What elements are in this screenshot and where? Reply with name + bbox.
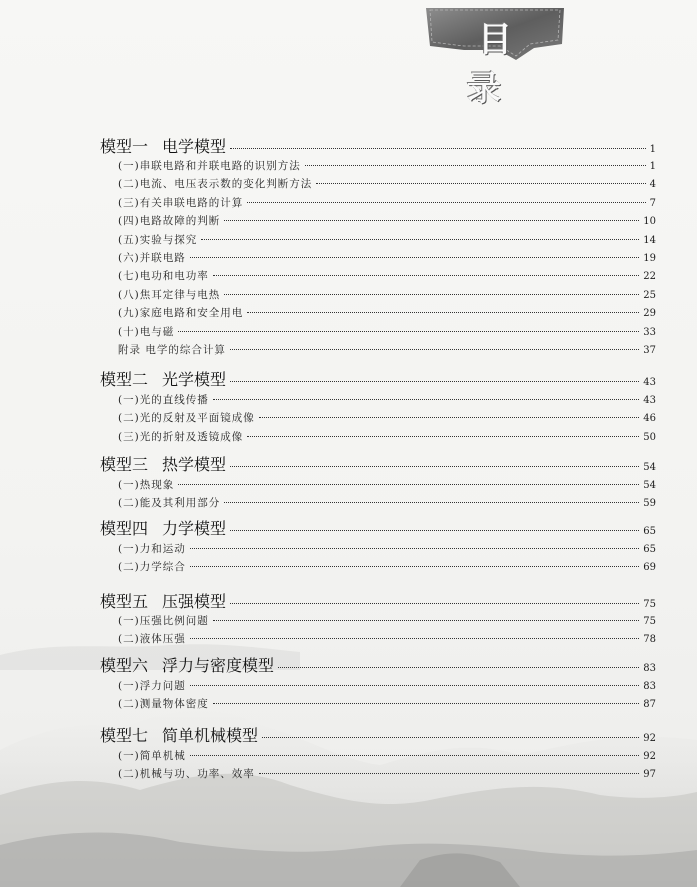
section-title: (二)机械与功、功率、效率 xyxy=(118,768,255,781)
page-number: 19 xyxy=(643,253,656,264)
page-number: 75 xyxy=(643,599,656,610)
section-title: (一)光的直线传播 xyxy=(118,394,209,406)
dot-leader xyxy=(259,773,640,774)
toc-section-row[interactable] xyxy=(118,613,656,629)
dot-leader xyxy=(190,638,640,639)
chapter-number: 模型七 xyxy=(100,726,149,745)
section-title: (一)热现象 xyxy=(118,479,175,491)
dot-leader xyxy=(190,685,640,686)
toc-section-row[interactable] xyxy=(118,324,656,340)
toc-section-row[interactable] xyxy=(118,541,656,557)
toc-section-row[interactable] xyxy=(118,559,656,575)
page-number: 75 xyxy=(643,616,656,627)
toc-chapter-row[interactable] xyxy=(100,516,656,538)
page-number: 14 xyxy=(643,234,656,246)
dot-leader xyxy=(178,331,639,332)
chapter-number: 模型二 xyxy=(100,370,149,389)
toc-section-row[interactable] xyxy=(118,392,656,408)
dot-leader xyxy=(213,620,640,621)
toc-chapter-row[interactable] xyxy=(100,653,656,675)
dot-leader xyxy=(230,148,646,149)
toc-section-row[interactable] xyxy=(118,176,656,192)
toc-section-row[interactable] xyxy=(118,195,656,211)
section-title: (一)浮力问题 xyxy=(118,680,186,692)
section-title: (二)光的反射及平面镜成像 xyxy=(118,412,255,425)
dot-leader xyxy=(224,294,639,295)
toc-section-row[interactable] xyxy=(118,158,656,174)
page-number: 59 xyxy=(643,498,656,510)
toc-section-row[interactable] xyxy=(118,631,656,647)
section-title: (六)并联电路 xyxy=(118,252,186,264)
toc-chapter-row[interactable] xyxy=(100,589,656,611)
page-number: 4 xyxy=(649,179,656,191)
dot-leader xyxy=(190,257,640,258)
section-title: (七)电功和电功率 xyxy=(118,270,209,283)
section-title: (五)实验与探究 xyxy=(118,233,198,246)
page-number: 37 xyxy=(643,345,656,356)
page-number: 87 xyxy=(643,699,656,711)
chapter-title: 电学模型 xyxy=(162,137,227,156)
toc-section-row[interactable] xyxy=(118,213,656,229)
dot-leader xyxy=(178,484,639,485)
page-number: 83 xyxy=(643,663,656,674)
chapter-label xyxy=(100,516,226,539)
page-number: 1 xyxy=(649,144,656,155)
section-title: (一)串联电路和并联电路的识别方法 xyxy=(118,160,301,172)
dot-leader xyxy=(230,381,639,382)
page-number: 29 xyxy=(643,308,656,320)
dot-leader xyxy=(213,703,640,704)
chapter-number: 模型四 xyxy=(100,519,149,538)
toc-section-row[interactable] xyxy=(118,410,656,426)
chapter-number: 模型六 xyxy=(100,656,149,675)
toc-section-row[interactable] xyxy=(118,748,656,764)
chapter-title: 简单机械模型 xyxy=(162,726,259,745)
section-title: (三)光的折射及透镜成像 xyxy=(118,430,244,443)
page-number: 25 xyxy=(643,289,656,301)
page-number: 54 xyxy=(643,480,656,491)
toc-section-row[interactable] xyxy=(118,287,656,303)
chapter-label xyxy=(100,589,226,612)
dot-leader xyxy=(316,183,645,184)
section-title: (二)力学综合 xyxy=(118,561,186,574)
page-number: 43 xyxy=(643,395,656,406)
chapter-number: 模型五 xyxy=(100,592,149,611)
toc-section-row[interactable] xyxy=(118,268,656,284)
section-title: (一)简单机械 xyxy=(118,750,186,762)
section-title: (一)力和运动 xyxy=(118,543,186,555)
dot-leader xyxy=(230,530,639,531)
dot-leader xyxy=(213,399,640,400)
toc-section-row[interactable] xyxy=(118,232,656,248)
chapter-title: 光学模型 xyxy=(162,370,227,389)
chapter-label xyxy=(100,134,226,157)
dot-leader xyxy=(230,349,639,350)
page-number: 65 xyxy=(643,526,656,537)
dot-leader xyxy=(190,755,640,756)
dot-leader xyxy=(247,436,639,437)
toc-section-row[interactable] xyxy=(118,766,656,782)
section-title: (二)能及其利用部分 xyxy=(118,497,221,510)
toc-section-row[interactable] xyxy=(118,342,656,358)
dot-leader xyxy=(190,548,640,549)
page-number: 92 xyxy=(643,733,656,744)
dot-leader xyxy=(190,566,640,567)
chapter-label xyxy=(100,367,226,390)
page-title: 目 录 xyxy=(467,20,534,109)
page-number: 78 xyxy=(643,634,656,646)
chapter-title: 压强模型 xyxy=(162,592,227,611)
section-title: (一)压强比例问题 xyxy=(118,615,209,627)
page-number: 54 xyxy=(643,462,656,473)
page-number: 92 xyxy=(643,751,656,762)
section-title: (二)液体压强 xyxy=(118,633,186,646)
toc-section-row[interactable] xyxy=(118,477,656,493)
dot-leader xyxy=(247,312,639,313)
chapter-number: 模型三 xyxy=(100,455,149,474)
toc-chapter-row[interactable] xyxy=(100,723,656,745)
page-number: 83 xyxy=(643,681,656,692)
chapter-title: 力学模型 xyxy=(162,519,227,538)
page-number: 65 xyxy=(643,544,656,555)
dot-leader xyxy=(259,417,640,418)
section-title: (三)有关串联电路的计算 xyxy=(118,196,244,209)
section-title: (二)测量物体密度 xyxy=(118,698,209,711)
page-number: 69 xyxy=(643,562,656,574)
page-number: 50 xyxy=(643,431,656,443)
dot-leader xyxy=(201,239,639,240)
toc-section-row[interactable] xyxy=(118,305,656,321)
chapter-number: 模型一 xyxy=(100,137,149,156)
page-number: 22 xyxy=(643,271,656,283)
page-number: 1 xyxy=(649,161,656,172)
section-title: 附录 电学的综合计算 xyxy=(118,344,226,356)
chapter-label xyxy=(100,653,274,676)
page-number: 97 xyxy=(643,769,656,781)
section-title: (二)电流、电压表示数的变化判断方法 xyxy=(118,178,313,191)
dot-leader xyxy=(213,275,640,276)
chapter-label xyxy=(100,452,226,475)
page-number: 7 xyxy=(649,197,656,209)
toc-chapter-row[interactable] xyxy=(100,134,656,156)
dot-leader xyxy=(224,502,639,503)
toc-chapter-row[interactable] xyxy=(100,367,656,389)
page-number: 43 xyxy=(643,377,656,388)
section-title: (四)电路故障的判断 xyxy=(118,215,221,228)
toc-section-row[interactable] xyxy=(118,495,656,511)
section-title: (八)焦耳定律与电热 xyxy=(118,288,221,301)
toc-section-row[interactable] xyxy=(118,429,656,445)
chapter-title: 热学模型 xyxy=(162,455,227,474)
chapter-label xyxy=(100,723,258,746)
dot-leader xyxy=(247,202,645,203)
dot-leader xyxy=(230,466,639,467)
toc-section-row[interactable] xyxy=(118,696,656,712)
toc-chapter-row[interactable] xyxy=(100,452,656,474)
chapter-title: 浮力与密度模型 xyxy=(162,656,275,675)
toc-section-row[interactable] xyxy=(118,678,656,694)
dot-leader xyxy=(278,667,639,668)
page-number: 10 xyxy=(643,216,656,228)
page-number: 33 xyxy=(643,326,656,338)
dot-leader xyxy=(305,165,646,166)
dot-leader xyxy=(262,737,639,738)
page-number: 46 xyxy=(643,413,656,425)
dot-leader xyxy=(230,603,639,604)
section-title: (十)电与磁 xyxy=(118,325,175,338)
section-title: (九)家庭电路和安全用电 xyxy=(118,307,244,320)
dot-leader xyxy=(224,220,639,221)
toc-section-row[interactable] xyxy=(118,250,656,266)
